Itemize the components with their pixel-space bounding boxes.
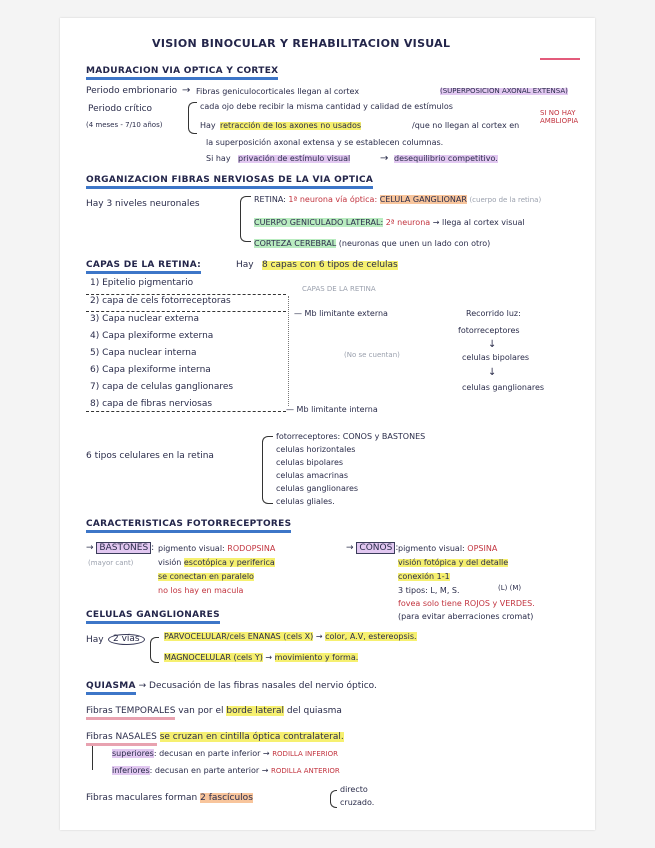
inferiores-line: inferiores: decusan en parte anterior → RODILLA ANTERIOR <box>112 766 340 775</box>
crit-c: la superposición axonal extensa y se establecen columnas. <box>206 138 444 147</box>
bastones-sub: (mayor cant) <box>88 559 134 567</box>
tipo-6: celulas gliales. <box>276 497 335 506</box>
crit-b-post: /que no llegan al cortex en <box>412 121 520 130</box>
via-parvo: PARVOCELULAR/cels ENANAS (cels X) → color, A.V, estereopsis. <box>164 632 417 641</box>
bastones-label: → BASTONES : <box>86 543 155 553</box>
bastones-1: pigmento visual: RODOPSINA <box>158 544 276 553</box>
tipos-lead: 6 tipos celulares en la retina <box>86 451 214 461</box>
crit-d-post: desequilibrio competitivo. <box>394 154 498 163</box>
recorrido-step-1: fotorreceptores <box>458 326 520 335</box>
crit-b-pre: Hay <box>200 121 216 130</box>
nasales-line: Fibras NASALES se cruzan en cintilla óptica contralateral. <box>86 733 344 742</box>
tipo-5: celulas ganglionares <box>276 484 359 493</box>
section-heading-fotorreceptores: CARACTERISTICAS FOTORRECEPTORES <box>86 520 291 533</box>
bastones-2: visión escotópica y periferica <box>158 558 275 567</box>
bracket-line <box>92 746 93 770</box>
embr-text: Fibras geniculocorticales llegan al cortex <box>196 87 360 96</box>
capas-lead-highlight: 8 capas con 6 tipos de celulas <box>262 260 398 270</box>
crit-age: (4 meses - 7/10 años) <box>86 121 163 129</box>
nivel-corteza: CORTEZA CEREBRAL (neuronas que unen un lado con otro) <box>254 239 491 248</box>
conos-label: → CONOS : <box>346 543 399 553</box>
bracket-line <box>288 296 289 406</box>
niveles-lead: Hay 3 niveles neuronales <box>86 199 200 209</box>
capas-lead-pre: Hay <box>236 260 254 270</box>
down-arrow-icon: ↓ <box>488 367 497 378</box>
dashed-line <box>86 311 286 312</box>
capa-5: 5) Capa nuclear interna <box>90 348 197 358</box>
section-heading-ganglionares: CELULAS GANGLIONARES <box>86 611 220 624</box>
conos-1: pigmento visual: OPSINA <box>398 544 498 553</box>
nivel-retina: RETINA: 1ª neurona vía óptica: CELULA GANGLIONAR (cuerpo de la retina) <box>254 195 542 204</box>
arrow-icon: → <box>380 153 389 164</box>
brace <box>188 102 197 134</box>
mac-directo: directo <box>340 785 368 794</box>
capa-2: 2) capa de cels fotorreceptoras <box>90 296 231 306</box>
decorative-stripe <box>540 58 580 60</box>
mb-limitante-interna: — Mb limitante interna <box>286 405 378 414</box>
conos-3: conexión 1-1 <box>398 572 450 581</box>
capa-1: 1) Epitelio pigmentario <box>90 278 194 288</box>
crit-a: cada ojo debe recibir la misma cantidad y calidad de estímulos <box>200 102 453 111</box>
crit-d-highlight: privación de estímulo visual <box>238 154 351 163</box>
crit-label: Periodo crítico <box>88 104 153 114</box>
dashed-line <box>86 411 286 412</box>
down-arrow-icon: ↓ <box>488 339 497 350</box>
tipo-1: fotorreceptores: CONOS y BASTONES <box>276 432 426 441</box>
no-cuentan-note: (No se cuentan) <box>344 351 400 359</box>
recorrido-step-2: celulas bipolares <box>462 353 530 362</box>
tipo-2: celulas horizontales <box>276 445 356 454</box>
capa-3: 3) Capa nuclear externa <box>90 314 199 324</box>
recorrido-title: Recorrido luz: <box>466 309 521 318</box>
vias-oval: 2 vías <box>108 634 145 645</box>
conos-5: fovea solo tiene ROJOS y VERDES. <box>398 599 535 608</box>
capa-6: 6) Capa plexiforme interna <box>90 365 211 375</box>
recorrido-step-3: celulas ganglionares <box>462 383 545 392</box>
brace <box>240 196 251 242</box>
section-heading-organizacion: ORGANIZACION FIBRAS NERVIOSAS DE LA VIA OPTICA <box>86 176 373 189</box>
conos-4: 3 tipos: L, M, S. <box>398 586 460 595</box>
quiasma-line: QUIASMA → Decusación de las fibras nasales del nervio óptico. <box>86 682 377 691</box>
maculares-line: Fibras maculares forman 2 fascículos <box>86 793 253 803</box>
capa-4: 4) Capa plexiforme externa <box>90 331 214 341</box>
tipo-4: celulas amacrinas <box>276 471 349 480</box>
dashed-line <box>86 294 286 295</box>
conos-2: visión fotópica y del detalle <box>398 558 509 567</box>
mac-cruzado: cruzado. <box>340 798 375 807</box>
superiores-line: superiores: decusan en parte inferior → RODILLA INFERIOR <box>112 749 339 758</box>
bastones-3: se conectan en paralelo <box>158 572 254 581</box>
mb-limitante-externa: — Mb limitante externa <box>294 309 388 318</box>
arrow-icon: → <box>182 85 191 96</box>
nivel-geniculado: CUERPO GENICULADO LATERAL: 2ª neurona → llega al cortex visual <box>254 218 525 227</box>
bastones-4: no los hay en macula <box>158 586 244 595</box>
crit-no: SI NO HAY AMBLIOPIA <box>540 109 579 125</box>
grey-note-capas: CAPAS DE LA RETINA <box>302 285 376 293</box>
conos-6: (para evitar aberraciones cromat) <box>398 612 534 621</box>
brace <box>330 790 337 808</box>
section-heading-capas: CAPAS DE LA RETINA: <box>86 261 201 274</box>
tipo-3: celulas bipolares <box>276 458 344 467</box>
embr-highlight: (SUPERPOSICION AXONAL EXTENSA) <box>440 87 568 95</box>
brace <box>262 436 273 504</box>
via-magno: MAGNOCELULAR (cels Y) → movimiento y forma. <box>164 653 359 662</box>
crit-d-pre: Si hay <box>206 154 231 163</box>
page-title: VISION BINOCULAR Y REHABILITACION VISUAL <box>152 37 451 50</box>
brace <box>150 637 159 663</box>
capa-8: 8) capa de fibras nerviosas <box>90 399 213 409</box>
section-heading-maduracion: MADURACION VIA OPTICA Y CORTEX <box>86 67 278 80</box>
embr-label: Periodo embrionario <box>86 86 178 96</box>
crit-b-highlight: retracción de los axones no usados <box>220 121 362 130</box>
conos-marks: (L) (M) <box>498 584 522 592</box>
capa-7: 7) capa de celulas ganglionares <box>90 382 234 392</box>
ganglionares-lead: Hay <box>86 635 104 645</box>
temporales-line: Fibras TEMPORALES van por el borde lateral del quiasma <box>86 707 342 716</box>
